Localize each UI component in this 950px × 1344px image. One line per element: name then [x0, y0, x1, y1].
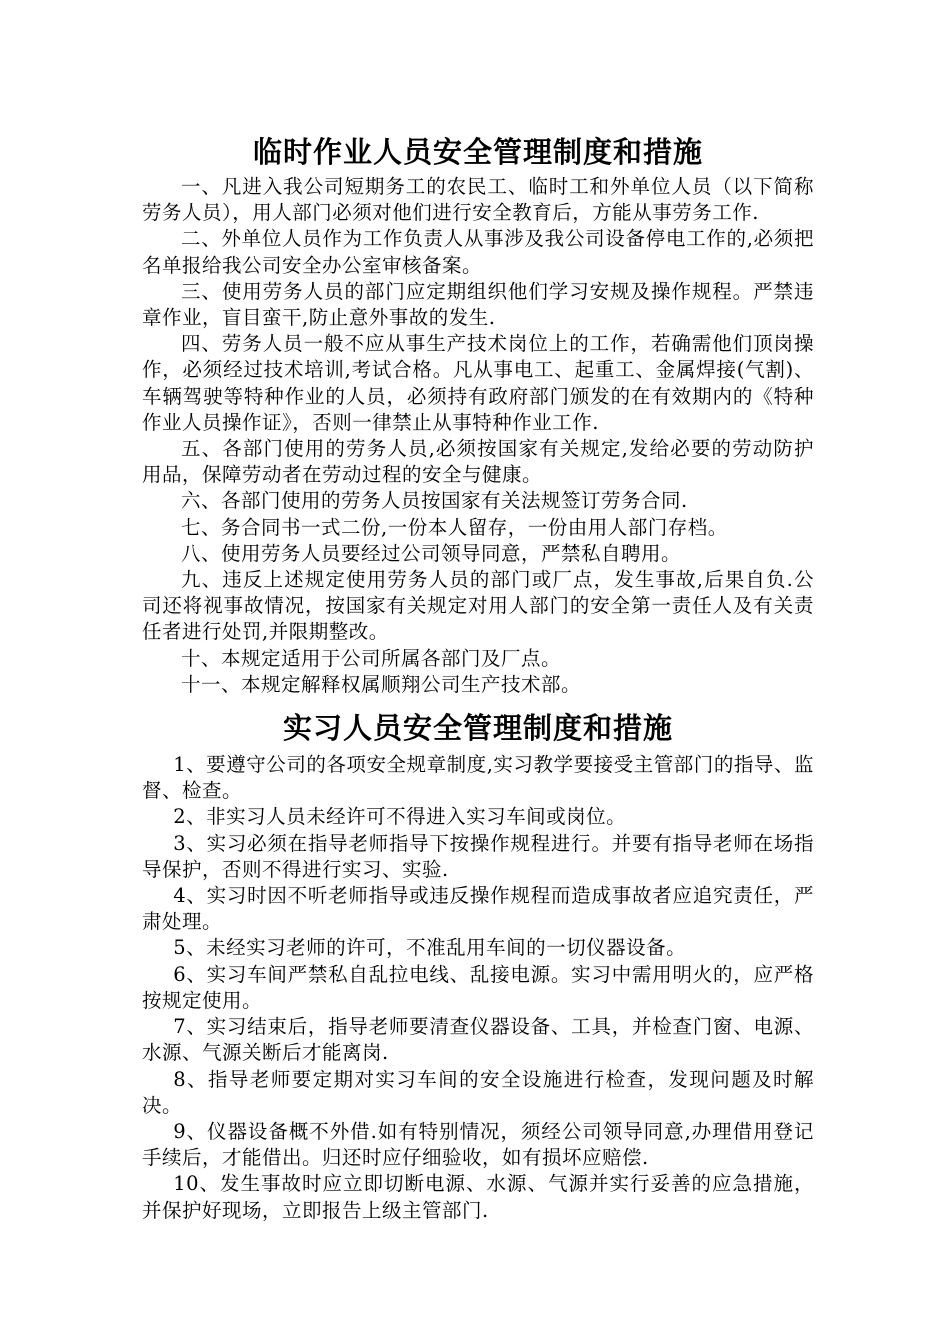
paragraph: 4、实习时因不听老师指导或违反操作规程而造成事故者应追究责任，严肃处理。	[142, 884, 814, 934]
paragraph: 3、实习必须在指导老师指导下按操作规程进行。并要有指导老师在场指导保护，否则不得进行实习、实验.	[142, 831, 814, 881]
paragraph: 7、实习结束后，指导老师要清查仪器设备、工具，并检查门窗、电源、水源、气源关断后才能离岗.	[142, 1015, 814, 1065]
paragraph: 二、外单位人员作为工作负责人从事涉及我公司设备停电工作的,必须把名单报给我公司安全办公室审核备案。	[142, 227, 814, 277]
section-title: 实习人员安全管理制度和措施	[282, 711, 673, 746]
document-page	[142, 132, 814, 1224]
paragraph: 6、实习车间严禁私自乱拉电线、乱接电源。实习中需用明火的，应严格按规定使用。	[142, 962, 814, 1012]
paragraph: 2、非实习人员未经许可不得进入实习车间或岗位。	[173, 805, 627, 829]
paragraph: 四、劳务人员一般不应从事生产技术岗位上的工作，若确需他们顶岗操作，必须经过技术培训,考试合格。凡从事电工、起重工、金属焊接(气割)、车辆驾驶等特种作业的人员，必须持有政府部门颁发的在有效期内的《特种作业人员操作证》，否则一律禁止从事特种作业工作.	[142, 332, 814, 434]
paragraph: 十一、本规定解释权属顺翔公司生产技术部。	[181, 672, 582, 696]
paragraph: 三、使用劳务人员的部门应定期组织他们学习安规及操作规程。严禁违章作业，盲目蛮干,防止意外事故的发生.	[142, 279, 814, 330]
paragraph: 9、仪器设备概不外借.如有特别情况，须经公司领导同意,办理借用登记手续后，才能借出。归还时应仔细验收，如有损坏应赔偿.	[142, 1119, 814, 1170]
paragraph: 六、各部门使用的劳务人员按国家有关法规签订劳务合同.	[181, 489, 688, 513]
paragraph: 七、务合同书一式二份,一份本人留存，一份由用人部门存档。	[181, 515, 728, 539]
section-interns	[142, 708, 814, 1224]
paragraph: 十、本规定适用于公司所属各部门及厂点。	[181, 646, 562, 670]
paragraph: 10、发生事故时应立即切断电源、水源、气源并实行妥善的应急措施，并保护好现场，立即报告上级主管部门.	[142, 1172, 814, 1222]
paragraph: 一、凡进入我公司短期务工的农民工、临时工和外单位人员（以下简称劳务人员），用人部门必须对他们进行安全教育后，方能从事劳务工作.	[142, 175, 814, 225]
paragraph: 九、违反上述规定使用劳务人员的部门或厂点，发生事故,后果自负.公司还将视事故情况，按国家有关规定对用人部门的安全第一责任人及有关责任者进行处罚,并限期整改。	[142, 568, 814, 644]
section-title: 临时作业人员安全管理制度和措施	[252, 135, 703, 169]
paragraph: 5、未经实习老师的许可，不准乱用车间的一切仪器设备。	[173, 936, 687, 960]
paragraph: 1、要遵守公司的各项安全规章制度,实习教学要接受主管部门的指导、监督、检查。	[142, 753, 814, 803]
paragraph: 八、使用劳务人员要经过公司领导同意，严禁私自聘用。	[181, 541, 682, 565]
paragraph: 8、指导老师要定期对实习车间的安全设施进行检查，发现问题及时解决。	[142, 1067, 814, 1117]
section-temporary-workers	[142, 132, 814, 698]
paragraph: 五、各部门使用的劳务人员,必须按国家有关规定,发给必要的劳动防护用品，保障劳动者在劳动过程的安全与健康。	[142, 437, 814, 487]
